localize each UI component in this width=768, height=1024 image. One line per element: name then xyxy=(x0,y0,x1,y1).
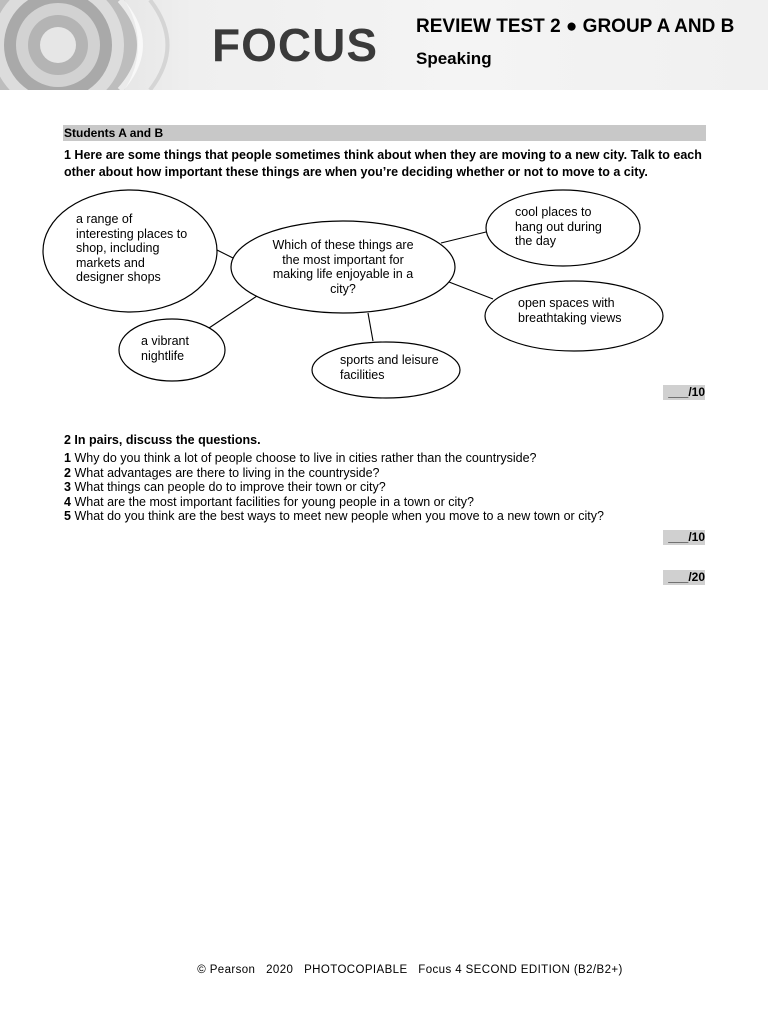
question-number: 5 xyxy=(64,509,71,524)
task1-score: ___/10 xyxy=(663,385,705,400)
node-label-sports: sports and leisure facilities xyxy=(340,353,439,382)
question-item xyxy=(64,495,714,510)
question-text: What do you think are the best ways to meet new people when you move to a new town or city? xyxy=(74,509,604,524)
question-number: 3 xyxy=(64,480,71,495)
center-node-label: Which of these things are the most important for making life enjoyable in a city? xyxy=(272,238,414,296)
question-item xyxy=(64,509,714,524)
question-number: 1 xyxy=(64,451,71,465)
question-item xyxy=(64,480,714,495)
node-label-hangout: cool places to hang out during the day xyxy=(515,205,602,248)
connector-line xyxy=(441,232,486,243)
section-heading: Students A and B xyxy=(63,125,706,141)
focus-logo: FOCUS xyxy=(212,19,378,71)
task2-score: ___/10 xyxy=(663,530,705,545)
task2-heading: 2 In pairs, discuss the questions. xyxy=(64,433,261,447)
question-item xyxy=(64,466,714,481)
test-title: REVIEW TEST 2 ● GROUP A AND B xyxy=(416,16,735,37)
connector-line xyxy=(449,282,493,299)
task2-question-list xyxy=(64,451,714,524)
question-number: 4 xyxy=(64,494,71,509)
node-label-nightlife: a vibrant nightlife xyxy=(141,334,189,363)
page-footer: © Pearson 2020 PHOTOCOPIABLE Focus 4 SECOND EDITION (B2/B2+) xyxy=(197,964,623,976)
connector-line xyxy=(209,296,257,328)
node-label-open-spaces: open spaces with breathtaking views xyxy=(518,296,622,325)
test-subtitle: Speaking xyxy=(416,49,492,68)
total-score: ___/20 xyxy=(663,570,705,585)
question-text: What are the most important facilities for young people in a town or city? xyxy=(74,494,474,509)
connector-line xyxy=(217,250,233,258)
question-text: What things can people do to improve their town or city? xyxy=(74,480,386,495)
question-text: Why do you think a lot of people choose to live in cities rather than the countryside? xyxy=(74,451,537,465)
question-number: 2 xyxy=(64,465,71,480)
question-item xyxy=(64,451,714,466)
task1-prompt: 1 Here are some things that people sometimes think about when they are moving to a new city. Talk to each other about how important these things are when you’re deciding whether or not to move to a city. xyxy=(64,148,702,179)
question-text: What advantages are there to living in the countryside? xyxy=(74,465,380,480)
connector-line xyxy=(368,313,373,341)
node-label-shopping: a range of interesting places to shop, including markets and designer shops xyxy=(76,212,188,284)
